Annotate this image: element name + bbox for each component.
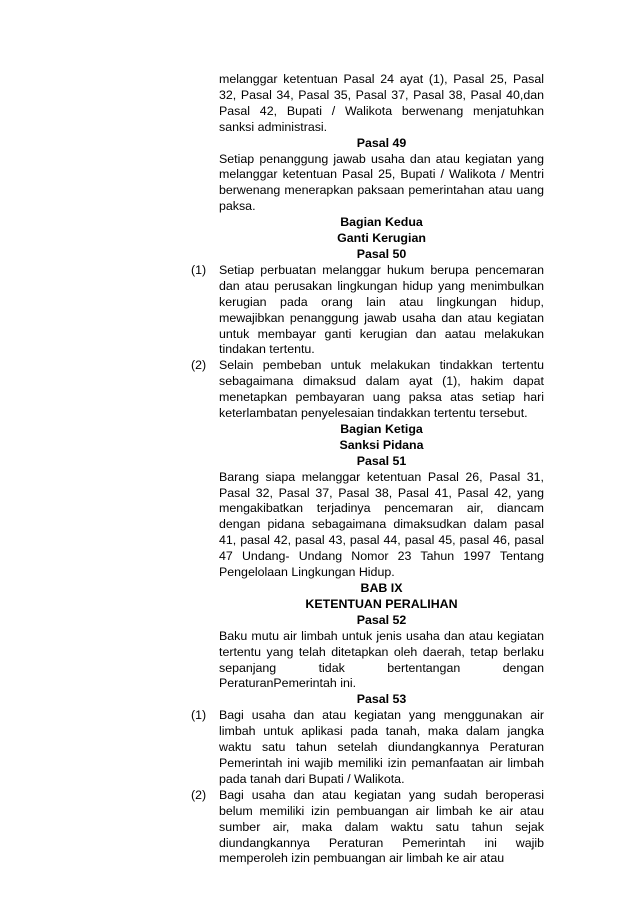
pasal-50-ayat-2 [191,358,544,422]
heading-bagian-ketiga: Bagian Ketiga [340,421,423,436]
paragraph-pasal-52: Baku mutu air limbah untuk jenis usaha dan atau kegiatan tertentu yang telah ditetapkan oleh daerah, tetap berlaku sepanjang tidak bertentangan dengan PeraturanPemerintah ini. [219,628,544,691]
paragraph-pasal-48-continued: melanggar ketentuan Pasal 24 ayat (1), Pasal 25, Pasal 32, Pasal 34, Pasal 35, Pasal 37, Pasal 38, Pasal 40,dan Pasal 42, Bupati / Walikota berwenang menjatuhkan sanksi administrasi. [219,72,544,134]
ayat-number: (1) [191,262,207,277]
ayat-text: Selain pembeban untuk melakukan tindakkan tertentu sebagaimana dimaksud dalam ayat (1), hakim dapat menetapkan pembayaran uang paksa atas setiap hari keterlambatan penyelesaian tindakkan tertentu tersebut. [219,358,544,421]
document-body [191,72,544,867]
heading-pasal-53: Pasal 53 [356,692,407,707]
heading-sanksi-pidana: Sanksi Pidana [339,437,424,452]
pasal-53-ayat-1 [191,708,544,788]
paragraph-pasal-51: Barang siapa melanggar ketentuan Pasal 26, Pasal 31, Pasal 32, Pasal 37, Pasal 38, Pasal 41, Pasal 42, yang mengakibatkan terjadinya pencemaran air, diancam dengan pidana sebagaimana dimaksudkan dalam pasal 41, pasal 42, pasal 43, pasal 44, pasal 45, pasal 46, pasal 47 Undang- Undang Nomor 23 Tahun 1997 Tentang Pengelolaan Lingkungan Hidup. [219,469,544,580]
heading-bab-ix: BAB IX [360,581,403,595]
ayat-number: (2) [191,787,207,802]
heading-pasal-50: Pasal 50 [356,246,407,261]
pasal-53-ayat-2 [191,787,544,868]
ayat-text: Setiap perbuatan melanggar hukum berupa pencemaran dan atau perusakan lingkungan hidup yang menimbulkan kerugian pada orang lain atau lingkungan hidup, mewajibkan penanggung jawab usaha dan atau kegiatan untuk membayar ganti kerugian dan aatau melakukan tindakan tertentu. [219,262,544,357]
ayat-number: (1) [191,708,207,723]
ayat-number: (2) [191,358,207,373]
paragraph-pasal-49: Setiap penanggung jawab usaha dan atau kegiatan yang melanggar ketentuan Pasal 25, Bupati / Walikota / Mentri berwenang menerapkan paksaan pemerintahan atau uang paksa. [219,151,544,214]
ayat-text: Bagi usaha dan atau kegiatan yang sudah beroperasi belum memiliki izin pembuangan air limbah ke air atau sumber air, maka dalam waktu satu tahun sejak diundangkannya Peraturan Pemerintah ini wajib memperoleh izin pembuangan air limbah ke air atau [219,787,544,866]
heading-pasal-52: Pasal 52 [356,612,407,627]
heading-pasal-51: Pasal 51 [356,453,407,468]
heading-ganti-kerugian: Ganti Kerugian [337,231,426,246]
heading-pasal-49: Pasal 49 [356,135,407,150]
heading-ketentuan-peralihan: KETENTUAN PERALIHAN [305,596,458,611]
pasal-50-ayat-1 [191,262,544,358]
heading-bagian-kedua: Bagian Kedua [340,215,423,230]
ayat-text: Bagi usaha dan atau kegiatan yang menggunakan air limbah untuk aplikasi pada tanah, maka dalam jangka waktu satu tahun setelah diundangkannya Peraturan Pemerintah ini wajib memiliki izin pemanfaatan air limbah pada tanah dari Bupati / Walikota. [219,708,544,786]
